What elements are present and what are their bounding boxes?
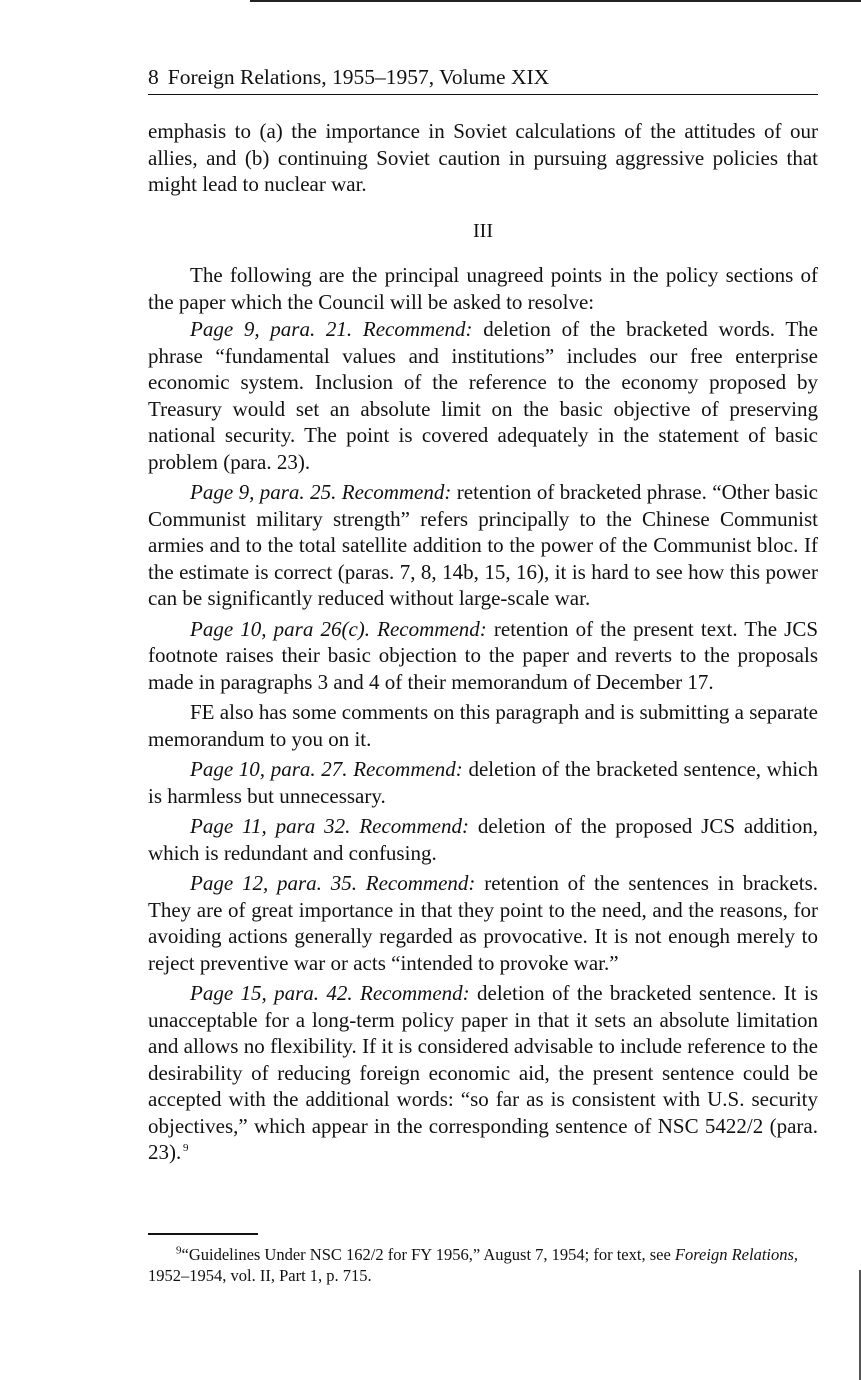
recommendation-para-21	[148, 316, 818, 475]
recommendation-para-25	[148, 479, 818, 612]
footnote-italic-title: Foreign Relations,	[674, 1245, 799, 1264]
recommendation-reference: Page 12, para. 35. Recommend:	[190, 871, 476, 895]
recommendation-reference: Page 9, para. 21. Recommend:	[190, 317, 473, 341]
recommendation-text: deletion of the proposed JCS addition, which is redundant and confusing.	[148, 814, 818, 865]
running-header	[148, 62, 818, 95]
footnote-text: “Guidelines Under NSC 162/2 for FY 1956,” August 7, 1954; for text, see	[181, 1245, 675, 1264]
recommendation-reference: Page 15, para. 42. Recommend:	[190, 981, 470, 1005]
recommendation-text: deletion of the bracketed words. The phrase “fundamental values and institutions” includes our free enterprise economic system. Inclusion of the reference to the economy proposed by Treasury would set an absolute limit on the basic objective of preserving national security. The point is covered adequately in the statement of basic problem (para. 23).	[148, 317, 818, 474]
section-number: III	[473, 219, 493, 242]
recommendation-para-32	[148, 813, 818, 866]
recommendation-text: deletion of the bracketed sentence. It is unacceptable for a long-term policy paper in that it sets an absolute limitation and allows no flexibility. If it is considered advisable to include reference to the desirability of reducing foreign economic aid, the present sentence could be accepted with the additional words: “so far as is consistent with U.S. security objectives,” which appear in the corresponding sentence of NSC 5422/2 (para. 23).	[148, 981, 819, 1164]
footnote-marker: 9	[176, 1244, 182, 1257]
page-top-edge	[250, 0, 861, 2]
recommendation-reference: Page 11, para 32. Recommend:	[190, 814, 469, 838]
recommendation-reference: Page 9, para. 25. Recommend:	[190, 480, 452, 504]
recommendation-text: retention of bracketed phrase. “Other basic Communist military strength” refers principally to the Chinese Communist armies and to the total satellite addition to the power of the Communist bloc. If the estimate is correct (paras. 7, 8, 14b, 15, 16), it is hard to see how this power can be significantly reduced without large-scale war.	[148, 480, 818, 610]
recommendation-para-27	[148, 756, 818, 809]
intro-paragraph: emphasis to (a) the importance in Soviet calculations of the attitudes of our allies, and (b) continuing Soviet caution in pursuing aggressive policies that might lead to nuclear war.	[148, 119, 818, 196]
recommendation-para-42	[148, 980, 818, 1166]
recommendation-reference: Page 10, para 26(c). Recommend:	[190, 616, 487, 641]
recommendation-reference: Page 10, para. 27. Recommend:	[190, 757, 463, 781]
footnote-text-end: 1952–1954, vol. II, Part 1, p. 715.	[148, 1266, 372, 1285]
document-body	[148, 118, 818, 1167]
lead-paragraph: The following are the principal unagreed points in the policy sections of the paper which the Council will be asked to resolve:	[148, 263, 818, 314]
recommendation-text: FE also has some comments on this paragraph and is submitting a separate memorandum to you on it.	[148, 700, 818, 751]
footnote-divider	[148, 1233, 258, 1235]
footnote-reference-marker[interactable]: 9	[183, 1142, 189, 1154]
recommendation-para-35	[148, 870, 818, 976]
recommendation-text: retention of the present text. The JCS footnote raises their basic objection to the paper and reverts to the proposals made in paragraphs 3 and 4 of their memorandum of December 17.	[148, 616, 819, 694]
fe-comment-paragraph	[148, 699, 818, 752]
recommendation-text: deletion of the bracketed sentence, which is harmless but unnecessary.	[148, 757, 819, 808]
recommendation-para-26c	[148, 616, 818, 696]
footnote	[148, 1244, 818, 1286]
page-number: 8	[148, 65, 159, 89]
volume-title: Foreign Relations, 1955–1957, Volume XIX	[167, 65, 550, 89]
recommendation-text: retention of the sentences in brackets. They are of great importance in that they point to the need, and the reasons, for avoiding actions generally regarded as provocative. It is not enough merely to reject preventive war or acts “intended to provoke war.”	[148, 871, 819, 975]
